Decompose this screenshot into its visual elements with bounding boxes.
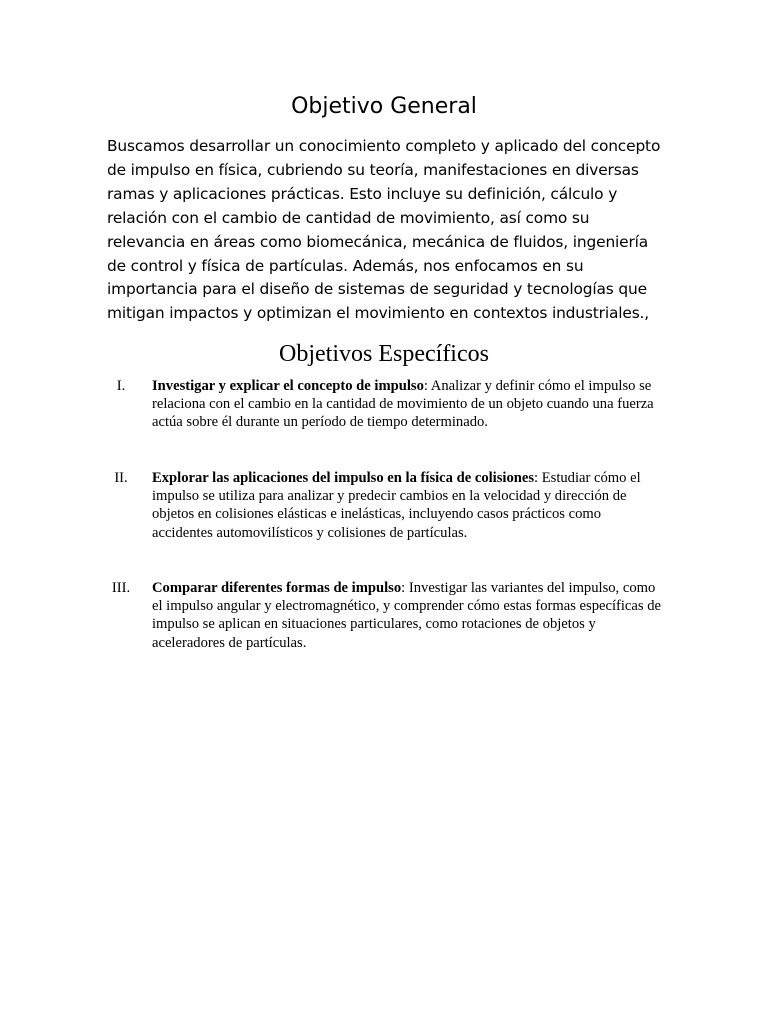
objective-separator: : — [401, 580, 406, 596]
objective-body: Estudiar cómo el impulso se utiliza para analizar y predecir cambios en la velocidad y dirección de objetos en colisiones elásticas e inelásticas, incluyendo casos prácticos como accidentes automovilísticos y colisiones de partículas. — [152, 470, 641, 541]
objective-numeral: III. — [111, 580, 131, 596]
objective-text — [152, 469, 664, 542]
objective-text — [152, 377, 664, 432]
specific-objectives-heading: Objetivos Específicos — [279, 341, 489, 367]
objective-title: Explorar las aplicaciones del impulso en la física de colisiones — [152, 470, 535, 486]
objective-numeral: I. — [116, 378, 126, 394]
objective-title: Investigar y explicar el concepto de impulso — [152, 378, 424, 394]
objective-body: Analizar y definir cómo el impulso se relaciona con el cambio en la cantidad de movimiento de un objeto cuando una fuerza actúa sobre él durante un período de tiempo determinado. — [152, 378, 654, 431]
general-objective-paragraph: Buscamos desarrollar un conocimiento completo y aplicado del concepto de impulso en física, cubriendo su teoría, manifestaciones en diversas ramas y aplicaciones prácticas. Esto incluye su definición, cálculo y relación con el cambio de cantidad de movimiento, así como su relevancia en áreas como biomecánica, mecánica de fluidos, ingeniería de control y física de partículas. Además, nos enfocamos en su importancia para el diseño de sistemas de seguridad y tecnologías que mitigan impactos y optimizan el movimiento en contextos industriales., — [107, 137, 661, 323]
objective-title: Comparar diferentes formas de impulso — [152, 580, 402, 596]
objective-body: Investigar las variantes del impulso, como el impulso angular y electromagnético, y comprender cómo estas formas específicas de impulso se aplican en situaciones particulares, como rotaciones de objetos y aceleradores de partículas. — [152, 580, 661, 651]
general-objective-heading: Objetivo General — [291, 94, 477, 119]
objective-text — [152, 579, 664, 652]
objective-separator: : — [423, 378, 428, 394]
objective-separator: : — [534, 470, 539, 486]
objective-numeral: II. — [114, 470, 128, 486]
